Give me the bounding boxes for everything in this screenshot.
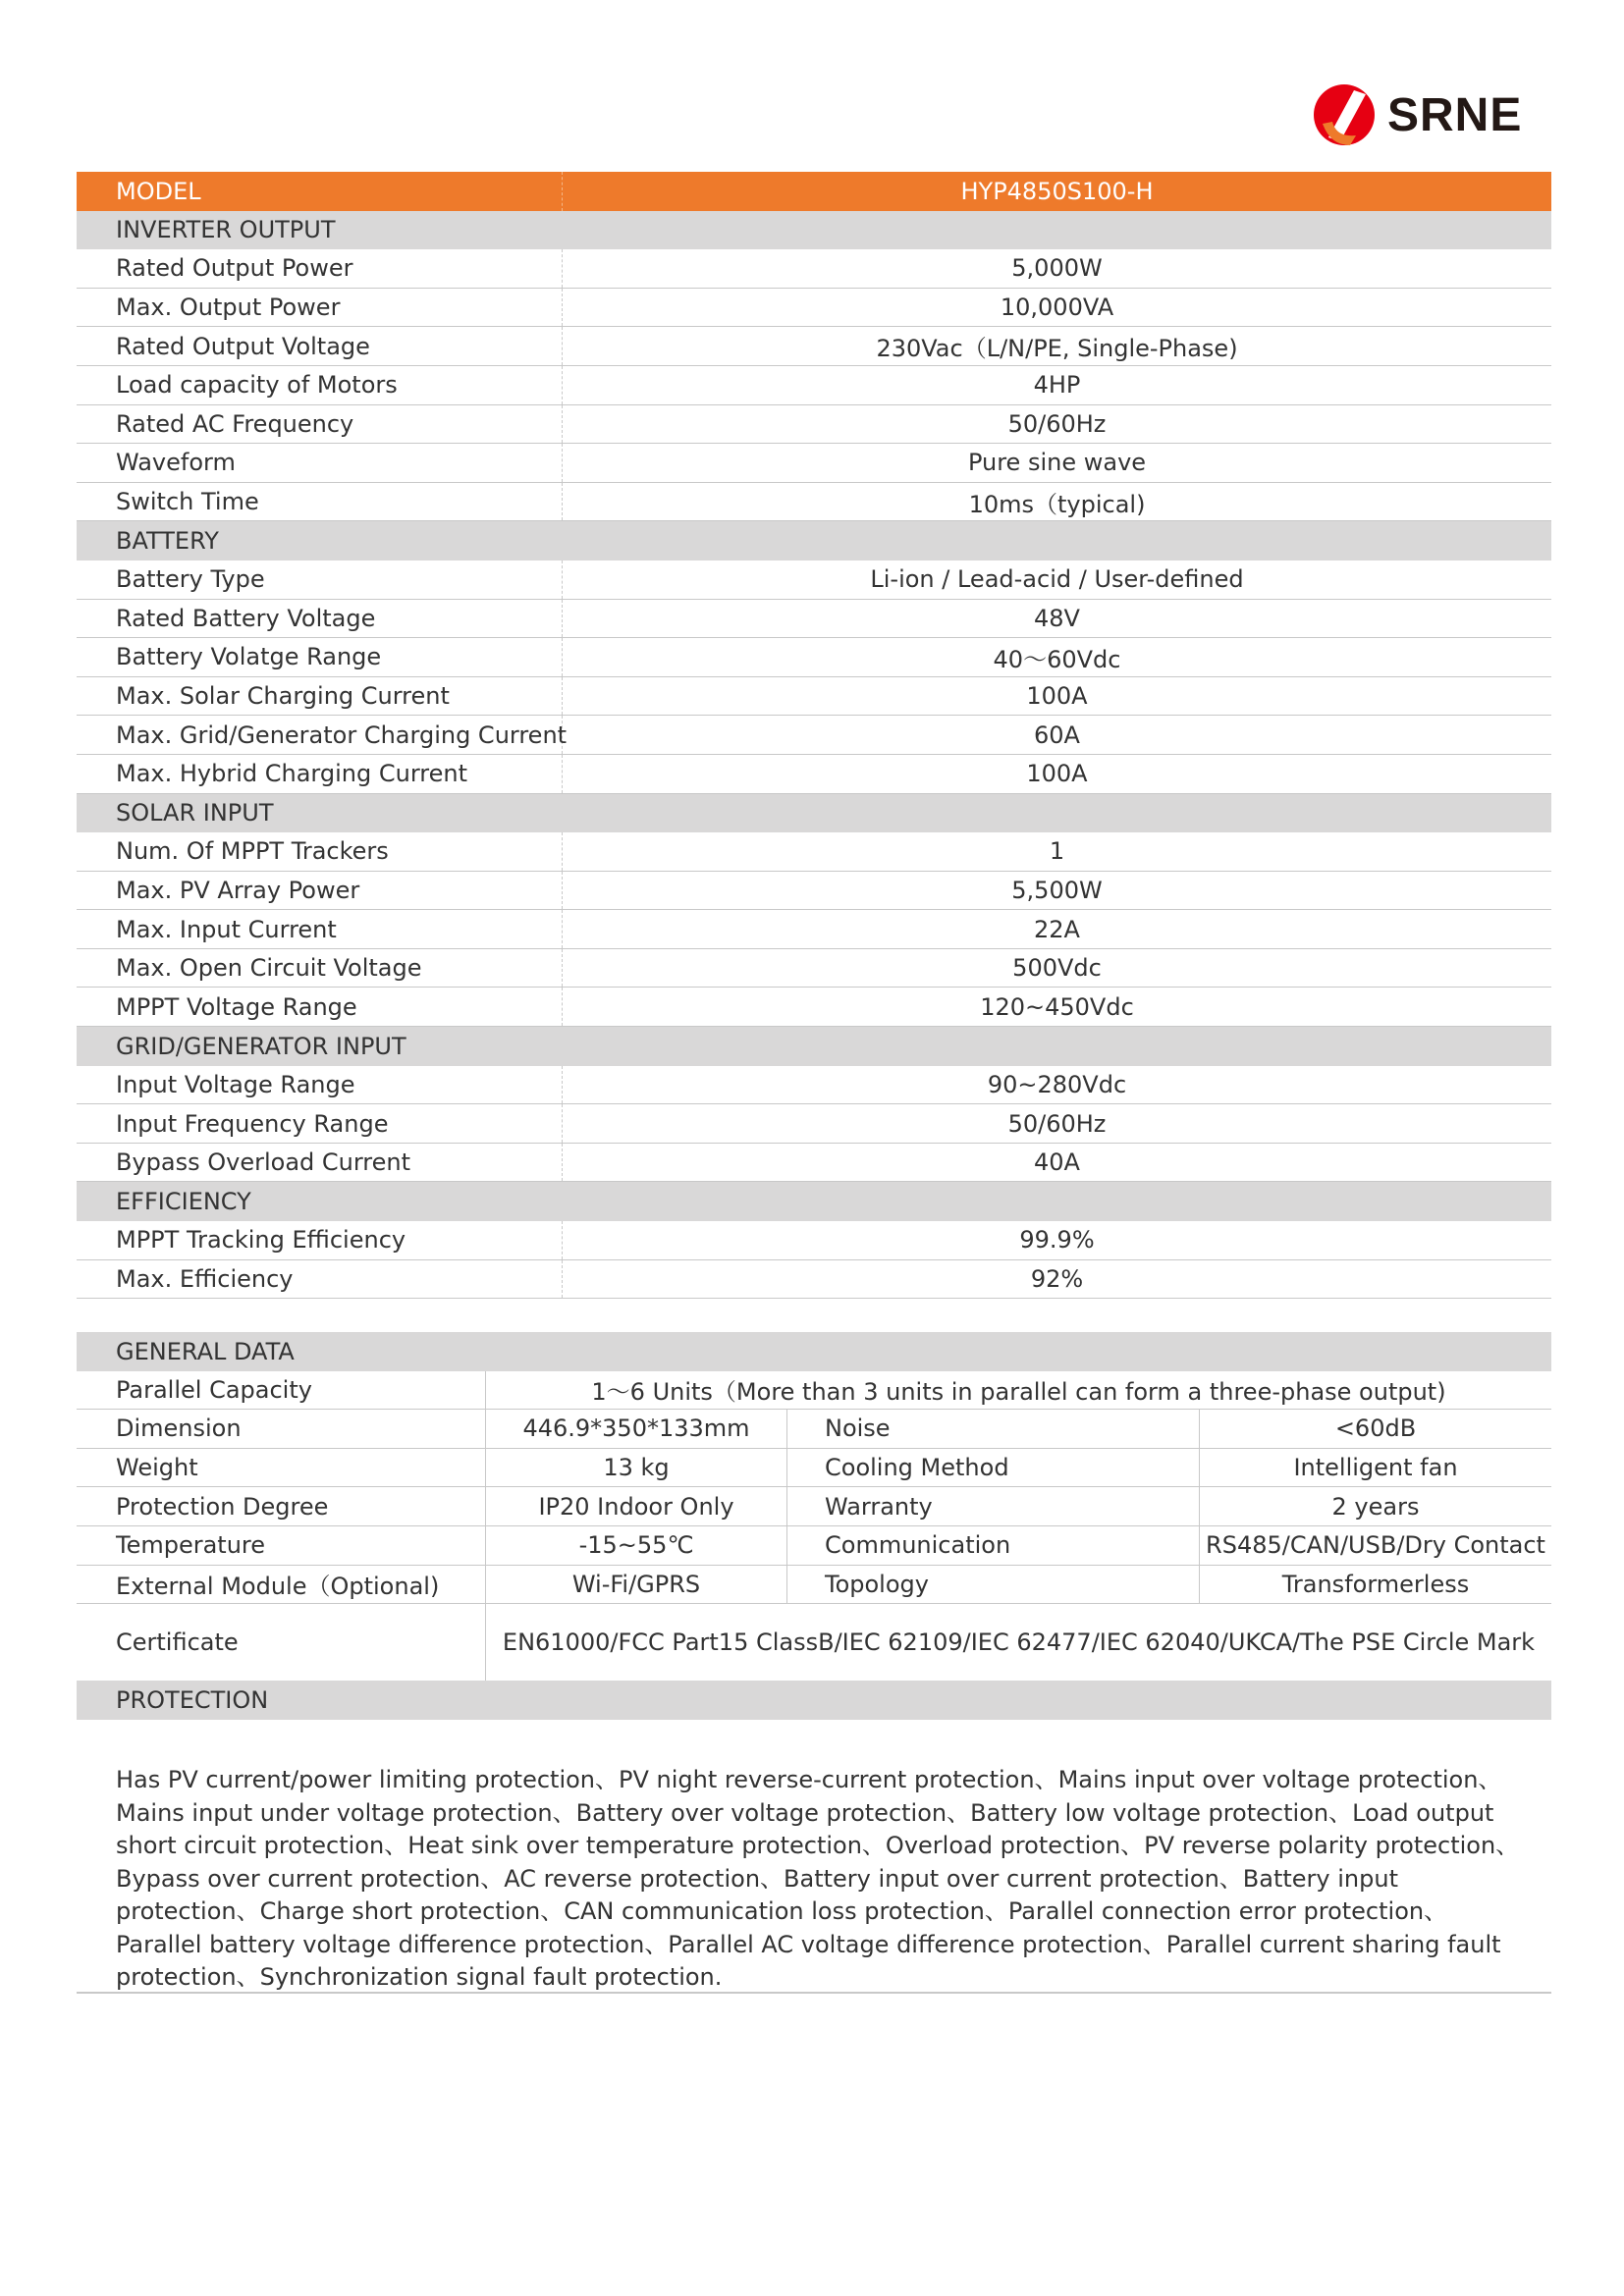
- spec-row: [77, 716, 1551, 755]
- parallel-capacity-value: 1～6 Units（More than 3 units in parallel can form a three-phase output): [591, 1378, 1446, 1407]
- general-data-row: [77, 1410, 1551, 1449]
- spec-row: [77, 289, 1551, 328]
- general-value: <60dB: [1334, 1415, 1417, 1443]
- general-value: 13 kg: [486, 1449, 787, 1487]
- spec-row: [77, 677, 1551, 717]
- spec-value: 5,500W: [1011, 876, 1103, 904]
- spec-label: Load capacity of Motors: [77, 366, 563, 404]
- model-value: HYP4850S100-H: [960, 177, 1154, 205]
- spec-row: [77, 249, 1551, 289]
- spec-row: [77, 638, 1551, 677]
- general-label: Temperature: [77, 1526, 486, 1565]
- spec-value: 5,000W: [1011, 254, 1103, 283]
- spec-value: 40～60Vdc: [993, 645, 1121, 673]
- spec-value: 100A: [1026, 682, 1088, 711]
- spec-row: [77, 1260, 1551, 1300]
- general-data-table: [77, 1332, 1551, 1720]
- section-title: SOLAR INPUT: [116, 799, 274, 828]
- spec-label: Max. Input Current: [77, 910, 563, 948]
- general-value: Wi-Fi/GPRS: [486, 1566, 787, 1604]
- general-data-row: [77, 1449, 1551, 1488]
- certificate-value: EN61000/FCC Part15 ClassB/IEC 62109/IEC 62477/IEC 62040/UKCA/The PSE Circle Mark: [502, 1629, 1536, 1657]
- spec-value: 92%: [1030, 1264, 1084, 1293]
- general-value: 2 years: [1331, 1492, 1420, 1521]
- spec-label: Rated Output Power: [77, 249, 563, 288]
- section-title: GRID/GENERATOR INPUT: [116, 1032, 406, 1060]
- brand-name: SRNE: [1387, 88, 1523, 141]
- spec-label: MPPT Voltage Range: [77, 988, 563, 1026]
- spec-label: Num. Of MPPT Trackers: [77, 832, 563, 871]
- section-header: [77, 1027, 1551, 1066]
- spec-label: Bypass Overload Current: [77, 1144, 563, 1182]
- spec-label: Max. Efficiency: [77, 1260, 563, 1299]
- general-data-row: [77, 1566, 1551, 1605]
- general-value: 446.9*350*133mm: [486, 1410, 787, 1448]
- spec-label: Max. Output Power: [77, 289, 563, 327]
- spec-row: [77, 561, 1551, 600]
- spec-row: [77, 1104, 1551, 1144]
- spec-value: 40A: [1034, 1148, 1080, 1177]
- general-value: Transformerless: [1281, 1570, 1470, 1598]
- general-label: External Module（Optional): [77, 1566, 486, 1604]
- spec-row: [77, 483, 1551, 522]
- spec-label: Input Voltage Range: [77, 1066, 563, 1104]
- spec-label: Input Frequency Range: [77, 1104, 563, 1143]
- spec-row: [77, 366, 1551, 405]
- bottom-divider: [77, 1992, 1551, 1994]
- spec-label: Rated AC Frequency: [77, 405, 563, 444]
- spec-value: Pure sine wave: [967, 449, 1147, 477]
- spec-label: Max. PV Array Power: [77, 872, 563, 910]
- spec-value: 99.9%: [1019, 1226, 1095, 1255]
- srne-logo: [1311, 77, 1522, 153]
- spec-label: Max. Open Circuit Voltage: [77, 949, 563, 988]
- general-data-row: [77, 1487, 1551, 1526]
- spec-value: 10,000VA: [1000, 294, 1114, 322]
- section-header-general-data: [77, 1332, 1551, 1371]
- section-header: [77, 521, 1551, 561]
- model-row: [77, 172, 1551, 211]
- spec-value: 500Vdc: [1012, 954, 1102, 983]
- section-title: GENERAL DATA: [116, 1337, 295, 1365]
- general-data-row: [77, 1526, 1551, 1566]
- spec-value: 4HP: [1033, 371, 1081, 400]
- certificate-label: Certificate: [77, 1604, 486, 1681]
- spec-row: [77, 755, 1551, 794]
- certificate-row: [77, 1604, 1551, 1681]
- spec-row: [77, 949, 1551, 988]
- protection-description: Has PV current/power limiting protection、PV night reverse-current protection、Mains input over voltage protection、Mains input under voltage protection、Battery over voltage protection、Battery low voltage protection、Load output short circuit protection、Heat sink over temperature protection、Overload protection、PV reverse polarity protection、Bypass over current protection、AC reverse protection、Battery input over current protection、Battery input protection、Charge short protection、CAN communication loss protection、Parallel connection error protection、Parallel battery voltage difference protection、Parallel AC voltage difference protection、Parallel current sharing fault protection、Synchronization signal fault protection.: [116, 1766, 1520, 1991]
- section-title: INVERTER OUTPUT: [116, 216, 336, 244]
- spec-label: Max. Solar Charging Current: [77, 677, 563, 716]
- spec-label: Rated Output Voltage: [77, 327, 563, 365]
- section-header: [77, 211, 1551, 250]
- spec-value: 48V: [1034, 604, 1080, 632]
- spec-value: Li-ion / Lead-acid / User-defined: [870, 565, 1244, 594]
- spec-row: [77, 444, 1551, 483]
- spec-label: Max. Grid/Generator Charging Current: [77, 716, 563, 754]
- spec-label: Rated Battery Voltage: [77, 600, 563, 638]
- spec-label: Switch Time: [77, 483, 563, 521]
- spec-label: Battery Type: [77, 561, 563, 599]
- spec-row: [77, 872, 1551, 911]
- srne-logo-icon: [1311, 77, 1378, 153]
- section-title: EFFICIENCY: [116, 1188, 251, 1216]
- spec-value: 1: [1049, 837, 1065, 866]
- section-header: [77, 1182, 1551, 1221]
- general-label: Noise: [787, 1410, 1200, 1448]
- spec-label: Battery Volatge Range: [77, 638, 563, 676]
- spec-row: [77, 327, 1551, 366]
- spec-value: 120~450Vdc: [980, 992, 1134, 1021]
- spec-row: [77, 1066, 1551, 1105]
- spec-value: 22A: [1034, 915, 1080, 943]
- parallel-capacity-row: [77, 1371, 1551, 1411]
- spec-table: [77, 172, 1551, 1299]
- general-value: Intelligent fan: [1293, 1454, 1458, 1482]
- spec-row: [77, 988, 1551, 1027]
- general-label: Topology: [787, 1566, 1200, 1604]
- general-label: Cooling Method: [787, 1449, 1200, 1487]
- spec-value: 230Vac（L/N/PE, Single-Phase): [876, 335, 1238, 363]
- spec-row: [77, 1221, 1551, 1260]
- spec-row: [77, 910, 1551, 949]
- spec-value: 50/60Hz: [1007, 409, 1107, 438]
- spec-value: 100A: [1026, 760, 1088, 788]
- section-header-protection: [77, 1681, 1551, 1720]
- model-label: MODEL: [77, 172, 563, 211]
- general-label: Warranty: [787, 1487, 1200, 1525]
- spec-value: 50/60Hz: [1007, 1109, 1107, 1138]
- parallel-capacity-label: Parallel Capacity: [77, 1371, 486, 1410]
- spec-row: [77, 1144, 1551, 1183]
- section-header: [77, 794, 1551, 833]
- spec-label: MPPT Tracking Efficiency: [77, 1221, 563, 1259]
- general-label: Communication: [787, 1526, 1200, 1565]
- general-label: Weight: [77, 1449, 486, 1487]
- spec-value: 90~280Vdc: [987, 1070, 1127, 1098]
- spec-value: 60A: [1034, 721, 1080, 749]
- spec-label: Max. Hybrid Charging Current: [77, 755, 563, 793]
- spec-value: 10ms（typical): [968, 490, 1146, 518]
- general-value: RS485/CAN/USB/Dry Contact: [1206, 1531, 1545, 1560]
- spec-row: [77, 832, 1551, 872]
- spec-label: Waveform: [77, 444, 563, 482]
- general-label: Dimension: [77, 1410, 486, 1448]
- section-title: BATTERY: [116, 527, 219, 556]
- general-value: IP20 Indoor Only: [486, 1487, 787, 1525]
- spec-row: [77, 405, 1551, 445]
- spec-row: [77, 600, 1551, 639]
- general-label: Protection Degree: [77, 1487, 486, 1525]
- general-value: -15~55℃: [486, 1526, 787, 1565]
- section-title: PROTECTION: [116, 1685, 269, 1714]
